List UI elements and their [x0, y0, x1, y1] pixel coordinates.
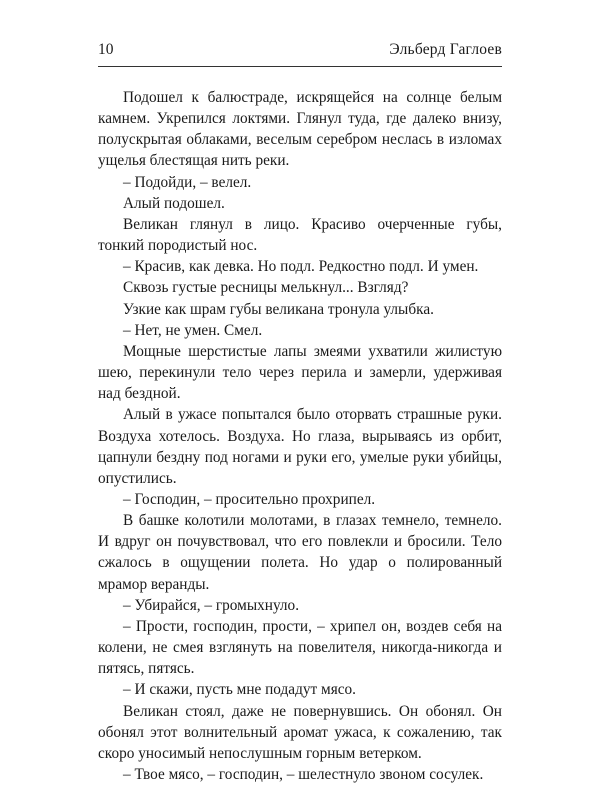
paragraph: Великан стоял, даже не повернувшись. Он обонял. Он обонял этот волнительный аромат ужаса, к сожалению, так скоро уносимый непослушным горным ветерком.: [98, 702, 502, 762]
paragraph: – И скажи, пусть мне подадут мясо.: [123, 681, 357, 699]
paragraph: Подошел к балюстраде, искрящейся на солнце белым камнем. Укрепился локтями. Глянул туда, где далеко внизу, полускрытая облаками, веселым серебром неслась в изломах ущелья блестящая нить реки.: [98, 89, 502, 170]
paragraph: В башке колотили молотами, в глазах темнело, темнело. И вдруг он почувствовал, что его повлекли и бросили. Тело сжалось в ощущении полета. Но удар о полированный мрамор веранды.: [98, 512, 502, 593]
paragraph: Сквозь густые ресницы мелькнул... Взгляд?: [123, 279, 409, 297]
page-number: 10: [98, 41, 114, 58]
paragraph: Алый в ужасе попытался было оторвать страшные руки. Воздуха хотелось. Воздуха. Но глаза, вырываясь из орбит, цапнули бездну под ногами и руки его, умелые руки убийцы, опустились.: [98, 406, 502, 487]
paragraph: – Господин, – просительно прохрипел.: [123, 490, 376, 508]
paragraph: – Красив, как девка. Но подл. Редкостно подл. И умен.: [123, 258, 479, 276]
header-rule: [98, 66, 502, 67]
paragraph: – Убирайся, – громыхнуло.: [123, 596, 300, 614]
running-header: [98, 41, 502, 63]
running-title: Эльберд Гаглоев: [389, 41, 502, 58]
paragraph: – Подойди, – велел.: [123, 173, 252, 191]
paragraph: – Нет, не умен. Смел.: [123, 321, 263, 339]
paragraph: Узкие как шрам губы великана тронула улыбка.: [123, 300, 434, 318]
paragraph: Великан глянул в лицо. Красиво очерченные губы, тонкий породистый нос.: [98, 215, 502, 255]
paragraph: – Твое мясо, – господин, – шелестнуло звоном сосулек.: [123, 766, 484, 783]
paragraph: Мощные шерстистые лапы змеями ухватили жилистую шею, перекинули тело через перила и замерли, удерживая над бездной.: [98, 342, 502, 403]
paragraph: – Прости, господин, прости, – хрипел он, воздев себя на колени, не смея взглянуть на повелителя, никогда-никогда и пятясь, пятясь.: [98, 617, 502, 678]
paragraph: Алый подошел.: [123, 194, 225, 212]
body-text: [98, 87, 502, 785]
